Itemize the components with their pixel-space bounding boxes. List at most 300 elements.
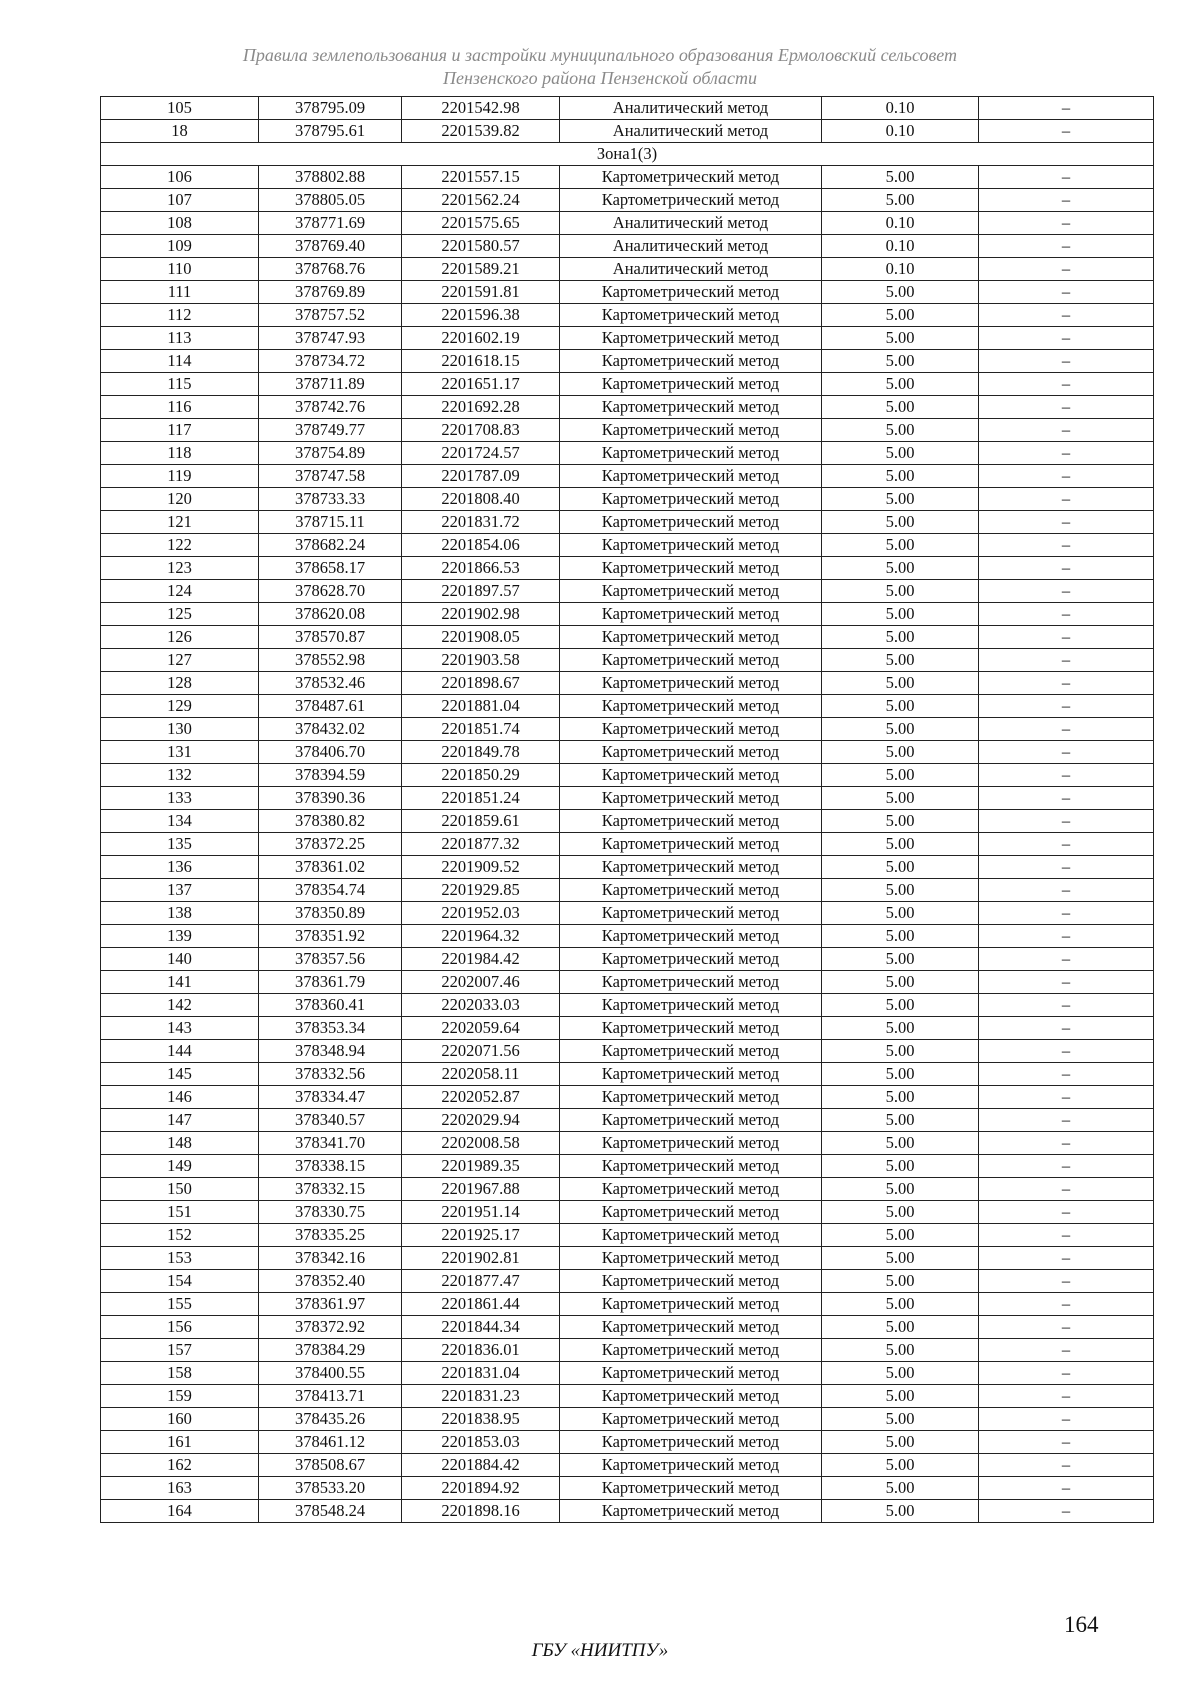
method-cell: Картометрический метод bbox=[560, 1477, 822, 1500]
accuracy-cell: 5.00 bbox=[822, 1454, 979, 1477]
table-row bbox=[101, 1017, 1154, 1040]
accuracy-cell: 5.00 bbox=[822, 833, 979, 856]
y-coordinate-cell: 2202059.64 bbox=[402, 1017, 560, 1040]
y-coordinate-cell: 2201580.57 bbox=[402, 235, 560, 258]
x-coordinate-cell: 378380.82 bbox=[259, 810, 402, 833]
y-coordinate-cell: 2201884.42 bbox=[402, 1454, 560, 1477]
x-coordinate-cell: 378353.34 bbox=[259, 1017, 402, 1040]
y-coordinate-cell: 2201902.98 bbox=[402, 603, 560, 626]
accuracy-cell: 0.10 bbox=[822, 212, 979, 235]
note-cell: – bbox=[979, 1247, 1154, 1270]
x-coordinate-cell: 378361.79 bbox=[259, 971, 402, 994]
method-cell: Картометрический метод bbox=[560, 1454, 822, 1477]
method-cell: Картометрический метод bbox=[560, 1017, 822, 1040]
method-cell: Картометрический метод bbox=[560, 879, 822, 902]
table-row bbox=[101, 833, 1154, 856]
table-row bbox=[101, 258, 1154, 281]
x-coordinate-cell: 378361.02 bbox=[259, 856, 402, 879]
x-coordinate-cell: 378749.77 bbox=[259, 419, 402, 442]
y-coordinate-cell: 2201831.04 bbox=[402, 1362, 560, 1385]
point-number-cell: 124 bbox=[101, 580, 259, 603]
note-cell: – bbox=[979, 189, 1154, 212]
accuracy-cell: 5.00 bbox=[822, 1247, 979, 1270]
note-cell: – bbox=[979, 764, 1154, 787]
point-number-cell: 147 bbox=[101, 1109, 259, 1132]
method-cell: Картометрический метод bbox=[560, 511, 822, 534]
note-cell: – bbox=[979, 419, 1154, 442]
method-cell: Картометрический метод bbox=[560, 1178, 822, 1201]
method-cell: Картометрический метод bbox=[560, 442, 822, 465]
note-cell: – bbox=[979, 1316, 1154, 1339]
x-coordinate-cell: 378461.12 bbox=[259, 1431, 402, 1454]
table-row bbox=[101, 1132, 1154, 1155]
point-number-cell: 120 bbox=[101, 488, 259, 511]
accuracy-cell: 5.00 bbox=[822, 1339, 979, 1362]
x-coordinate-cell: 378532.46 bbox=[259, 672, 402, 695]
point-number-cell: 117 bbox=[101, 419, 259, 442]
point-number-cell: 105 bbox=[101, 97, 259, 120]
x-coordinate-cell: 378435.26 bbox=[259, 1408, 402, 1431]
y-coordinate-cell: 2202058.11 bbox=[402, 1063, 560, 1086]
x-coordinate-cell: 378757.52 bbox=[259, 304, 402, 327]
x-coordinate-cell: 378658.17 bbox=[259, 557, 402, 580]
method-cell: Картометрический метод bbox=[560, 787, 822, 810]
note-cell: – bbox=[979, 925, 1154, 948]
method-cell: Картометрический метод bbox=[560, 465, 822, 488]
point-number-cell: 131 bbox=[101, 741, 259, 764]
method-cell: Аналитический метод bbox=[560, 235, 822, 258]
x-coordinate-cell: 378682.24 bbox=[259, 534, 402, 557]
method-cell: Картометрический метод bbox=[560, 419, 822, 442]
accuracy-cell: 5.00 bbox=[822, 1316, 979, 1339]
x-coordinate-cell: 378805.05 bbox=[259, 189, 402, 212]
y-coordinate-cell: 2201964.32 bbox=[402, 925, 560, 948]
method-cell: Картометрический метод bbox=[560, 603, 822, 626]
point-number-cell: 130 bbox=[101, 718, 259, 741]
note-cell: – bbox=[979, 350, 1154, 373]
y-coordinate-cell: 2201854.06 bbox=[402, 534, 560, 557]
note-cell: – bbox=[979, 1339, 1154, 1362]
x-coordinate-cell: 378733.33 bbox=[259, 488, 402, 511]
point-number-cell: 112 bbox=[101, 304, 259, 327]
note-cell: – bbox=[979, 580, 1154, 603]
y-coordinate-cell: 2201967.88 bbox=[402, 1178, 560, 1201]
method-cell: Картометрический метод bbox=[560, 1063, 822, 1086]
accuracy-cell: 5.00 bbox=[822, 1109, 979, 1132]
table-row bbox=[101, 626, 1154, 649]
y-coordinate-cell: 2201808.40 bbox=[402, 488, 560, 511]
x-coordinate-cell: 378400.55 bbox=[259, 1362, 402, 1385]
note-cell: – bbox=[979, 1270, 1154, 1293]
y-coordinate-cell: 2201602.19 bbox=[402, 327, 560, 350]
x-coordinate-cell: 378620.08 bbox=[259, 603, 402, 626]
point-number-cell: 144 bbox=[101, 1040, 259, 1063]
accuracy-cell: 5.00 bbox=[822, 1132, 979, 1155]
accuracy-cell: 5.00 bbox=[822, 1293, 979, 1316]
y-coordinate-cell: 2201838.95 bbox=[402, 1408, 560, 1431]
table-row bbox=[101, 1178, 1154, 1201]
y-coordinate-cell: 2201787.09 bbox=[402, 465, 560, 488]
accuracy-cell: 5.00 bbox=[822, 557, 979, 580]
coordinates-table bbox=[100, 96, 1154, 1523]
table-row bbox=[101, 1408, 1154, 1431]
method-cell: Картометрический метод bbox=[560, 373, 822, 396]
x-coordinate-cell: 378715.11 bbox=[259, 511, 402, 534]
x-coordinate-cell: 378747.58 bbox=[259, 465, 402, 488]
y-coordinate-cell: 2202052.87 bbox=[402, 1086, 560, 1109]
note-cell: – bbox=[979, 534, 1154, 557]
accuracy-cell: 5.00 bbox=[822, 1201, 979, 1224]
note-cell: – bbox=[979, 304, 1154, 327]
method-cell: Картометрический метод bbox=[560, 488, 822, 511]
accuracy-cell: 5.00 bbox=[822, 1017, 979, 1040]
table-row bbox=[101, 1086, 1154, 1109]
method-cell: Аналитический метод bbox=[560, 120, 822, 143]
table-row bbox=[101, 327, 1154, 350]
note-cell: – bbox=[979, 166, 1154, 189]
x-coordinate-cell: 378802.88 bbox=[259, 166, 402, 189]
note-cell: – bbox=[979, 626, 1154, 649]
y-coordinate-cell: 2201589.21 bbox=[402, 258, 560, 281]
accuracy-cell: 5.00 bbox=[822, 603, 979, 626]
accuracy-cell: 5.00 bbox=[822, 534, 979, 557]
header-line-1: Правила землепользования и застройки муниципального образования Ермоловский сельсовет bbox=[242, 45, 958, 65]
method-cell: Картометрический метод bbox=[560, 649, 822, 672]
method-cell: Картометрический метод bbox=[560, 856, 822, 879]
y-coordinate-cell: 2201989.35 bbox=[402, 1155, 560, 1178]
page-footer: ГБУ «НИИТПУ» bbox=[531, 1640, 669, 1661]
point-number-cell: 163 bbox=[101, 1477, 259, 1500]
method-cell: Картометрический метод bbox=[560, 1040, 822, 1063]
accuracy-cell: 0.10 bbox=[822, 97, 979, 120]
accuracy-cell: 5.00 bbox=[822, 810, 979, 833]
header-line-2: Пензенского района Пензенской области bbox=[442, 68, 758, 88]
table-row bbox=[101, 1477, 1154, 1500]
x-coordinate-cell: 378372.92 bbox=[259, 1316, 402, 1339]
table-row bbox=[101, 603, 1154, 626]
point-number-cell: 137 bbox=[101, 879, 259, 902]
accuracy-cell: 5.00 bbox=[822, 327, 979, 350]
point-number-cell: 107 bbox=[101, 189, 259, 212]
table-row bbox=[101, 488, 1154, 511]
point-number-cell: 121 bbox=[101, 511, 259, 534]
point-number-cell: 136 bbox=[101, 856, 259, 879]
y-coordinate-cell: 2201831.23 bbox=[402, 1385, 560, 1408]
y-coordinate-cell: 2202033.03 bbox=[402, 994, 560, 1017]
table-row bbox=[101, 787, 1154, 810]
table-row bbox=[101, 925, 1154, 948]
accuracy-cell: 5.00 bbox=[822, 419, 979, 442]
x-coordinate-cell: 378533.20 bbox=[259, 1477, 402, 1500]
point-number-cell: 133 bbox=[101, 787, 259, 810]
accuracy-cell: 5.00 bbox=[822, 672, 979, 695]
method-cell: Картометрический метод bbox=[560, 764, 822, 787]
method-cell: Картометрический метод bbox=[560, 1155, 822, 1178]
method-cell: Картометрический метод bbox=[560, 350, 822, 373]
table-row bbox=[101, 1293, 1154, 1316]
method-cell: Картометрический метод bbox=[560, 971, 822, 994]
note-cell: – bbox=[979, 212, 1154, 235]
accuracy-cell: 5.00 bbox=[822, 1063, 979, 1086]
accuracy-cell: 5.00 bbox=[822, 580, 979, 603]
accuracy-cell: 5.00 bbox=[822, 1224, 979, 1247]
point-number-cell: 127 bbox=[101, 649, 259, 672]
method-cell: Картометрический метод bbox=[560, 833, 822, 856]
y-coordinate-cell: 2201708.83 bbox=[402, 419, 560, 442]
method-cell: Картометрический метод bbox=[560, 1431, 822, 1454]
x-coordinate-cell: 378769.89 bbox=[259, 281, 402, 304]
y-coordinate-cell: 2201877.47 bbox=[402, 1270, 560, 1293]
y-coordinate-cell: 2201859.61 bbox=[402, 810, 560, 833]
method-cell: Картометрический метод bbox=[560, 948, 822, 971]
table-row bbox=[101, 902, 1154, 925]
note-cell: – bbox=[979, 1224, 1154, 1247]
x-coordinate-cell: 378769.40 bbox=[259, 235, 402, 258]
method-cell: Картометрический метод bbox=[560, 626, 822, 649]
x-coordinate-cell: 378350.89 bbox=[259, 902, 402, 925]
note-cell: – bbox=[979, 695, 1154, 718]
point-number-cell: 152 bbox=[101, 1224, 259, 1247]
point-number-cell: 140 bbox=[101, 948, 259, 971]
note-cell: – bbox=[979, 718, 1154, 741]
table-row bbox=[101, 350, 1154, 373]
table-row bbox=[101, 649, 1154, 672]
note-cell: – bbox=[979, 971, 1154, 994]
accuracy-cell: 5.00 bbox=[822, 879, 979, 902]
table-row bbox=[101, 764, 1154, 787]
x-coordinate-cell: 378372.25 bbox=[259, 833, 402, 856]
point-number-cell: 149 bbox=[101, 1155, 259, 1178]
note-cell: – bbox=[979, 1086, 1154, 1109]
method-cell: Картометрический метод bbox=[560, 925, 822, 948]
point-number-cell: 138 bbox=[101, 902, 259, 925]
table-row bbox=[101, 994, 1154, 1017]
accuracy-cell: 5.00 bbox=[822, 925, 979, 948]
y-coordinate-cell: 2201542.98 bbox=[402, 97, 560, 120]
table-row bbox=[101, 1201, 1154, 1224]
method-cell: Картометрический метод bbox=[560, 994, 822, 1017]
method-cell: Картометрический метод bbox=[560, 718, 822, 741]
table-row bbox=[101, 442, 1154, 465]
point-number-cell: 143 bbox=[101, 1017, 259, 1040]
point-number-cell: 139 bbox=[101, 925, 259, 948]
point-number-cell: 129 bbox=[101, 695, 259, 718]
note-cell: – bbox=[979, 97, 1154, 120]
y-coordinate-cell: 2201851.74 bbox=[402, 718, 560, 741]
accuracy-cell: 5.00 bbox=[822, 511, 979, 534]
method-cell: Картометрический метод bbox=[560, 557, 822, 580]
y-coordinate-cell: 2201902.81 bbox=[402, 1247, 560, 1270]
y-coordinate-cell: 2201618.15 bbox=[402, 350, 560, 373]
method-cell: Картометрический метод bbox=[560, 1500, 822, 1523]
note-cell: – bbox=[979, 1017, 1154, 1040]
method-cell: Картометрический метод bbox=[560, 534, 822, 557]
note-cell: – bbox=[979, 557, 1154, 580]
x-coordinate-cell: 378508.67 bbox=[259, 1454, 402, 1477]
point-number-cell: 145 bbox=[101, 1063, 259, 1086]
table-row bbox=[101, 948, 1154, 971]
table-row bbox=[101, 373, 1154, 396]
y-coordinate-cell: 2201844.34 bbox=[402, 1316, 560, 1339]
accuracy-cell: 5.00 bbox=[822, 396, 979, 419]
note-cell: – bbox=[979, 1109, 1154, 1132]
accuracy-cell: 5.00 bbox=[822, 281, 979, 304]
point-number-cell: 161 bbox=[101, 1431, 259, 1454]
accuracy-cell: 5.00 bbox=[822, 1385, 979, 1408]
point-number-cell: 119 bbox=[101, 465, 259, 488]
note-cell: – bbox=[979, 856, 1154, 879]
x-coordinate-cell: 378711.89 bbox=[259, 373, 402, 396]
table-row bbox=[101, 1040, 1154, 1063]
x-coordinate-cell: 378754.89 bbox=[259, 442, 402, 465]
note-cell: – bbox=[979, 235, 1154, 258]
method-cell: Картометрический метод bbox=[560, 580, 822, 603]
table-row bbox=[101, 557, 1154, 580]
table-row bbox=[101, 856, 1154, 879]
method-cell: Аналитический метод bbox=[560, 97, 822, 120]
x-coordinate-cell: 378628.70 bbox=[259, 580, 402, 603]
x-coordinate-cell: 378352.40 bbox=[259, 1270, 402, 1293]
note-cell: – bbox=[979, 948, 1154, 971]
table-row bbox=[101, 718, 1154, 741]
point-number-cell: 118 bbox=[101, 442, 259, 465]
note-cell: – bbox=[979, 1385, 1154, 1408]
accuracy-cell: 5.00 bbox=[822, 1086, 979, 1109]
note-cell: – bbox=[979, 649, 1154, 672]
point-number-cell: 115 bbox=[101, 373, 259, 396]
y-coordinate-cell: 2201866.53 bbox=[402, 557, 560, 580]
y-coordinate-cell: 2201909.52 bbox=[402, 856, 560, 879]
x-coordinate-cell: 378335.25 bbox=[259, 1224, 402, 1247]
x-coordinate-cell: 378330.75 bbox=[259, 1201, 402, 1224]
note-cell: – bbox=[979, 465, 1154, 488]
table-row bbox=[101, 1316, 1154, 1339]
accuracy-cell: 5.00 bbox=[822, 741, 979, 764]
method-cell: Картометрический метод bbox=[560, 281, 822, 304]
note-cell: – bbox=[979, 833, 1154, 856]
accuracy-cell: 5.00 bbox=[822, 1040, 979, 1063]
y-coordinate-cell: 2201952.03 bbox=[402, 902, 560, 925]
note-cell: – bbox=[979, 810, 1154, 833]
note-cell: – bbox=[979, 120, 1154, 143]
note-cell: – bbox=[979, 442, 1154, 465]
table-row bbox=[101, 1270, 1154, 1293]
method-cell: Картометрический метод bbox=[560, 1086, 822, 1109]
x-coordinate-cell: 378348.94 bbox=[259, 1040, 402, 1063]
table-row bbox=[101, 1247, 1154, 1270]
method-cell: Картометрический метод bbox=[560, 1270, 822, 1293]
x-coordinate-cell: 378768.76 bbox=[259, 258, 402, 281]
y-coordinate-cell: 2201903.58 bbox=[402, 649, 560, 672]
note-cell: – bbox=[979, 396, 1154, 419]
table-row bbox=[101, 672, 1154, 695]
table-row bbox=[101, 1431, 1154, 1454]
method-cell: Картометрический метод bbox=[560, 189, 822, 212]
note-cell: – bbox=[979, 327, 1154, 350]
note-cell: – bbox=[979, 1362, 1154, 1385]
table-row bbox=[101, 1109, 1154, 1132]
y-coordinate-cell: 2201861.44 bbox=[402, 1293, 560, 1316]
note-cell: – bbox=[979, 787, 1154, 810]
x-coordinate-cell: 378406.70 bbox=[259, 741, 402, 764]
note-cell: – bbox=[979, 488, 1154, 511]
accuracy-cell: 0.10 bbox=[822, 235, 979, 258]
accuracy-cell: 5.00 bbox=[822, 1500, 979, 1523]
x-coordinate-cell: 378342.16 bbox=[259, 1247, 402, 1270]
table-row bbox=[101, 120, 1154, 143]
point-number-cell: 108 bbox=[101, 212, 259, 235]
x-coordinate-cell: 378361.97 bbox=[259, 1293, 402, 1316]
point-number-cell: 142 bbox=[101, 994, 259, 1017]
accuracy-cell: 5.00 bbox=[822, 1362, 979, 1385]
accuracy-cell: 5.00 bbox=[822, 856, 979, 879]
accuracy-cell: 5.00 bbox=[822, 465, 979, 488]
point-number-cell: 146 bbox=[101, 1086, 259, 1109]
point-number-cell: 114 bbox=[101, 350, 259, 373]
x-coordinate-cell: 378351.92 bbox=[259, 925, 402, 948]
accuracy-cell: 5.00 bbox=[822, 1477, 979, 1500]
accuracy-cell: 0.10 bbox=[822, 258, 979, 281]
point-number-cell: 158 bbox=[101, 1362, 259, 1385]
accuracy-cell: 5.00 bbox=[822, 373, 979, 396]
point-number-cell: 150 bbox=[101, 1178, 259, 1201]
note-cell: – bbox=[979, 511, 1154, 534]
method-cell: Картометрический метод bbox=[560, 810, 822, 833]
y-coordinate-cell: 2201849.78 bbox=[402, 741, 560, 764]
table-row bbox=[101, 1224, 1154, 1247]
accuracy-cell: 5.00 bbox=[822, 442, 979, 465]
method-cell: Картометрический метод bbox=[560, 672, 822, 695]
note-cell: – bbox=[979, 1132, 1154, 1155]
zone-label: Зона1(3) bbox=[101, 143, 1154, 166]
y-coordinate-cell: 2202008.58 bbox=[402, 1132, 560, 1155]
point-number-cell: 159 bbox=[101, 1385, 259, 1408]
note-cell: – bbox=[979, 879, 1154, 902]
point-number-cell: 128 bbox=[101, 672, 259, 695]
table-row bbox=[101, 465, 1154, 488]
table-row bbox=[101, 1339, 1154, 1362]
note-cell: – bbox=[979, 1477, 1154, 1500]
table-row bbox=[101, 1454, 1154, 1477]
y-coordinate-cell: 2201557.15 bbox=[402, 166, 560, 189]
method-cell: Аналитический метод bbox=[560, 212, 822, 235]
point-number-cell: 164 bbox=[101, 1500, 259, 1523]
y-coordinate-cell: 2201877.32 bbox=[402, 833, 560, 856]
table-row bbox=[101, 419, 1154, 442]
note-cell: – bbox=[979, 1178, 1154, 1201]
accuracy-cell: 5.00 bbox=[822, 948, 979, 971]
table-row bbox=[101, 189, 1154, 212]
accuracy-cell: 5.00 bbox=[822, 649, 979, 672]
y-coordinate-cell: 2201724.57 bbox=[402, 442, 560, 465]
note-cell: – bbox=[979, 902, 1154, 925]
x-coordinate-cell: 378747.93 bbox=[259, 327, 402, 350]
x-coordinate-cell: 378795.09 bbox=[259, 97, 402, 120]
method-cell: Аналитический метод bbox=[560, 258, 822, 281]
method-cell: Картометрический метод bbox=[560, 741, 822, 764]
point-number-cell: 110 bbox=[101, 258, 259, 281]
method-cell: Картометрический метод bbox=[560, 1362, 822, 1385]
accuracy-cell: 5.00 bbox=[822, 1408, 979, 1431]
page-header bbox=[100, 44, 1100, 90]
note-cell: – bbox=[979, 1293, 1154, 1316]
accuracy-cell: 5.00 bbox=[822, 994, 979, 1017]
y-coordinate-cell: 2201836.01 bbox=[402, 1339, 560, 1362]
accuracy-cell: 5.00 bbox=[822, 1155, 979, 1178]
x-coordinate-cell: 378390.36 bbox=[259, 787, 402, 810]
method-cell: Картометрический метод bbox=[560, 1339, 822, 1362]
note-cell: – bbox=[979, 741, 1154, 764]
